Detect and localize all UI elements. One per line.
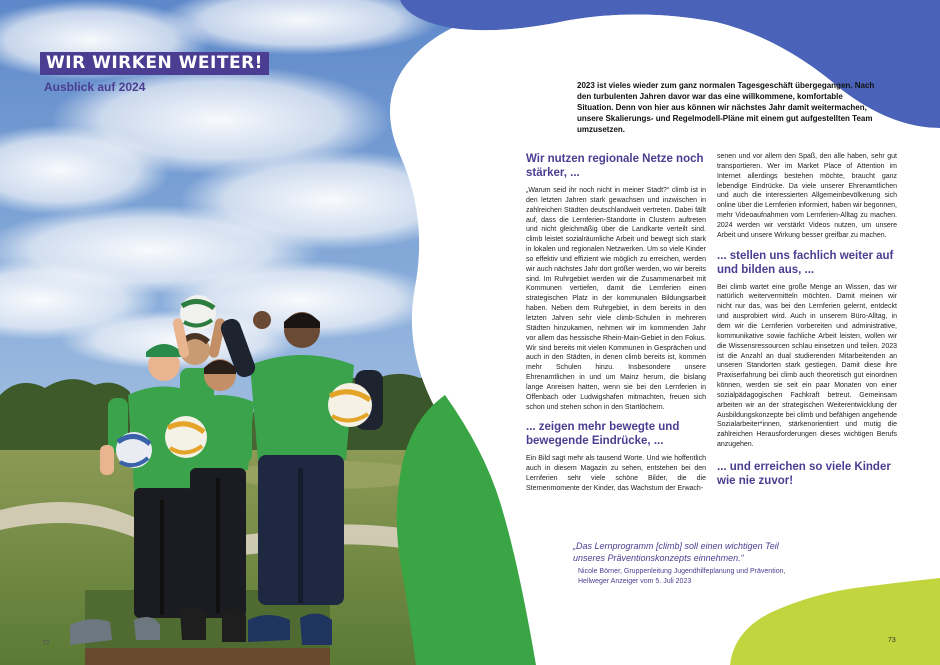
section-heading-eindruecke: ... zeigen mehr bewegte und bewegende Eindrücke, ...	[526, 421, 680, 448]
paragraph-regional: „Warum seid ihr noch nicht in meiner Stadt?“ climb ist in den letzten Jahren stark gewachsen und inzwischen in zahlreichen Städten deutschlandweit vertreten. Dabei fällt auf, dass die Lernferien-Standorte in Clustern auftreten und nicht gleichmäßig über die Landkarte verteilt sind. climb leistet sozialräumliche Arbeit und bewegt sich stark in lokalen und regionalen Netzwerken. Um so viele Kinder so effektiv und effizient wie möglich zu erreichen, werden wir auch nächstes Jahr dort größer werden, wo wir bereits sind. Im Ruhrgebiet werden wir die Zusammenarbeit mit Kommunen vertiefen, damit die Lernferien einen strategischen Platz in der kommunalen Bildungsarbeit haben. Neben dem Ruhrgebiet, in dem bereits in den letzten Jahren sehr viele climb-Schulen in mehreren Städten hinzukamen, nehmen wir im kommenden Jahr vor allem das hessische Rhein-Main-Gebiet in den Fokus. Wir sind bereits mit vielen Kommunen in Gesprächen und auch in den Städten, in denen climb bereits ist, kommen mehr Schulen hinzu. Insbesondere unsere Ehrenamtlichen in und um Mainz herum, die bislang lange Anreisen hatten, wenn sie bei den Lernferien in Offenbach oder Ludwigshafen mitmachten, freuen sich schon und stehen schon in den Startlöchern.	[526, 187, 706, 411]
intro-paragraph: 2023 ist vieles wieder zum ganz normalen Tagesgeschäft übergegangen. Nach den turbulenten Jahren davor war das eine willkommene, komfortable Situation. Denn von hier aus können wir nächstes Jahr damit weitermachen, unsere Skalierungs- und Regelmodell-Pläne mit einem gut aufgestellten Team umzusetzen.	[577, 81, 875, 134]
section-heading-kinder: ... und erreichen so viele Kinder wie nie zuvor!	[717, 460, 891, 487]
text-column-1	[526, 152, 706, 498]
quote-block	[573, 540, 813, 587]
quote-source-line-2: Hellweger Anzeiger vom 5. Juli 2023	[578, 578, 692, 585]
section-heading-regional: Wir nutzen regionale Netze noch stärker, ...	[526, 153, 704, 179]
quote-text: „Das Lernprogramm [climb] soll einen wichtigen Teil unseres Präventionskonzepts einnehmen.“	[573, 541, 779, 563]
paragraph-eindruecke: Ein Bild sagt mehr als tausend Worte. Und wie hoffentlich auch in diesem Magazin zu sehen, entstehen bei den Lernferien sehr viele schöne Bilder, die die Sternenmomente der Kinder, das Wachstum der Erwach-	[526, 455, 706, 492]
paragraph-eindruecke-continued: senen und vor allem den Spaß, den alle haben, sehr gut transportieren. Wer im Market Place of Attention im Internet allerdings bestehen möchte, braucht ganz lebendige Eindrücke. Da viele unserer Ehrenamtlichen und auch die interessierten Allgemeinbevölkerung sich online über die Lernferien informiert, haben wir begonnen, mehr Videoaufnahmen vom Lernferien-Alltag zu machen. 2024 werden wir verstärkt Videos nutzen, um unsere Arbeit und unsere Wirkung besser greifbar zu machen.	[717, 153, 897, 239]
paragraph-fachlich: Bei climb wartet eine große Menge an Wissen, das wir natürlich weitervermitteln möchten. Damit meinen wir nicht nur das, was bei den Lernferien gelernt, entdeckt und ausprobiert wird. Auch in unserem Büro-Alltag, in dem wir die Lernferien vorbereiten und administrative, kommunikative sowie fachliche Arbeit leisten, wollen wir die Wissensressourcen schlau einsetzen und teilen. 2023 ist die Anzahl an dual studierenden Mitarbeitenden an unseren Standorten stark gestiegen. Damit diese ihre Praxiserfahrung bei climb auch theoretisch gut einordnen können, werden sie seit ein paar Monaten von einer sozialpädagogischen Fachkraft betreut. Gemeinsam arbeiten wir an der strategischen Weiterentwicklung der Ausbildungskonzepte bei climb und befähigen angehende Sozialarbeiter*innen, stärkenorientiert und mutig die zahlreichen Herausforderungen dieses wichtigen Berufs anzugehen.	[717, 283, 897, 449]
page-number-left: 72	[42, 640, 50, 647]
page-subtitle: Ausblick auf 2024	[44, 80, 146, 94]
quote-source-line-1: Nicole Börner, Gruppenleitung Jugendhilfeplanung und Prävention,	[578, 568, 786, 575]
page-number-right: 73	[888, 637, 896, 644]
section-heading-fachlich: ... stellen uns fachlich weiter auf und bilden aus, ...	[717, 249, 894, 276]
text-column-2	[717, 152, 897, 494]
page-title-box	[40, 52, 269, 75]
page-title: WIR WIRKEN WEITER!	[46, 53, 263, 73]
